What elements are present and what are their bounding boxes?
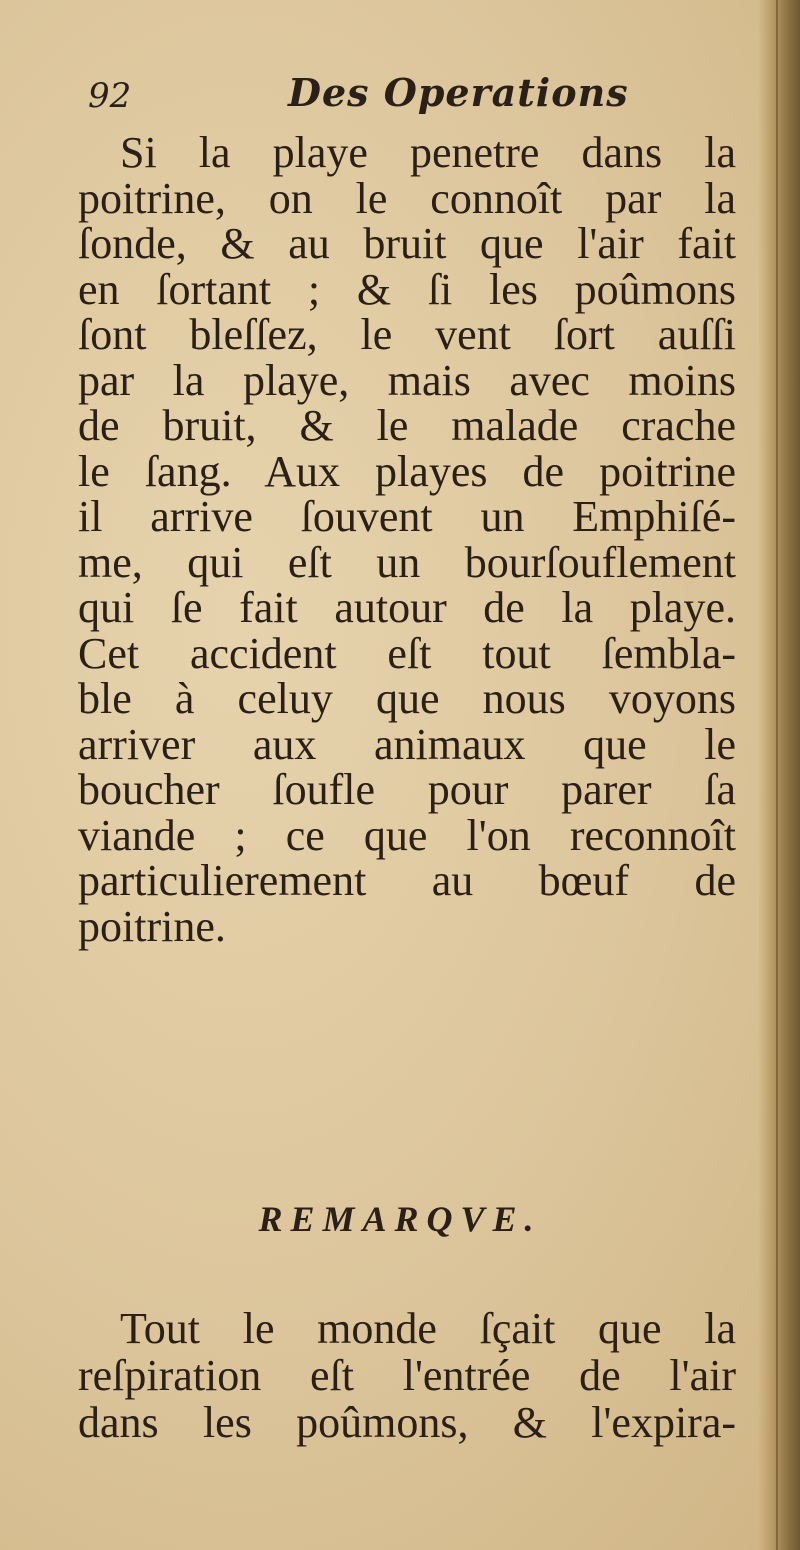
text-line: poitrine, on le connoît par la xyxy=(78,173,736,223)
text-line: arriver aux animaux que le xyxy=(78,719,736,769)
text-line: ſonde, & au bruit que l'air fait xyxy=(78,219,736,268)
text-line: de bruit, & le malade crache xyxy=(78,401,736,450)
text-line: il arrive ſouvent un Emphiſé- xyxy=(78,492,736,541)
running-title: Des Operations xyxy=(288,70,629,115)
text-line: viande ; ce que l'on reconnoît xyxy=(78,810,736,860)
text-line: poitrine. xyxy=(78,901,226,951)
text-line: en ſortant ; & ſi les poûmons xyxy=(78,264,736,314)
text-line: me, qui eſt un bourſouflement xyxy=(78,537,736,587)
text-line: dans les poûmons, & l'expira- xyxy=(78,1398,736,1447)
text-line: qui ſe fait autour de la playe. xyxy=(78,583,736,632)
paragraph-2 xyxy=(78,1305,736,1446)
text-line: par la playe, mais avec moins xyxy=(78,355,736,405)
text-line: Si la playe penetre dans la xyxy=(120,128,736,177)
section-heading: REMARQVE. xyxy=(258,1199,542,1239)
binding-line xyxy=(776,0,778,1550)
text-line: boucher ſoufle pour parer ſa xyxy=(78,765,736,814)
text-line: le ſang. Aux playes de poitrine xyxy=(78,446,736,496)
page-edge-shadow xyxy=(758,0,800,1550)
page-number: 92 xyxy=(88,76,132,116)
page-header xyxy=(88,70,728,130)
text-line: Tout le monde ſçait que la xyxy=(120,1304,736,1353)
text-line: ſont bleſſez, le vent ſort auſſi xyxy=(78,310,736,359)
text-line: Cet accident eſt tout ſembla- xyxy=(78,628,736,678)
paragraph-1 xyxy=(78,130,736,949)
text-line: reſpiration eſt l'entrée de l'air xyxy=(78,1351,736,1400)
text-line: particulierement au bœuf de xyxy=(78,856,736,905)
text-line: ble à celuy que nous voyons xyxy=(78,674,736,723)
